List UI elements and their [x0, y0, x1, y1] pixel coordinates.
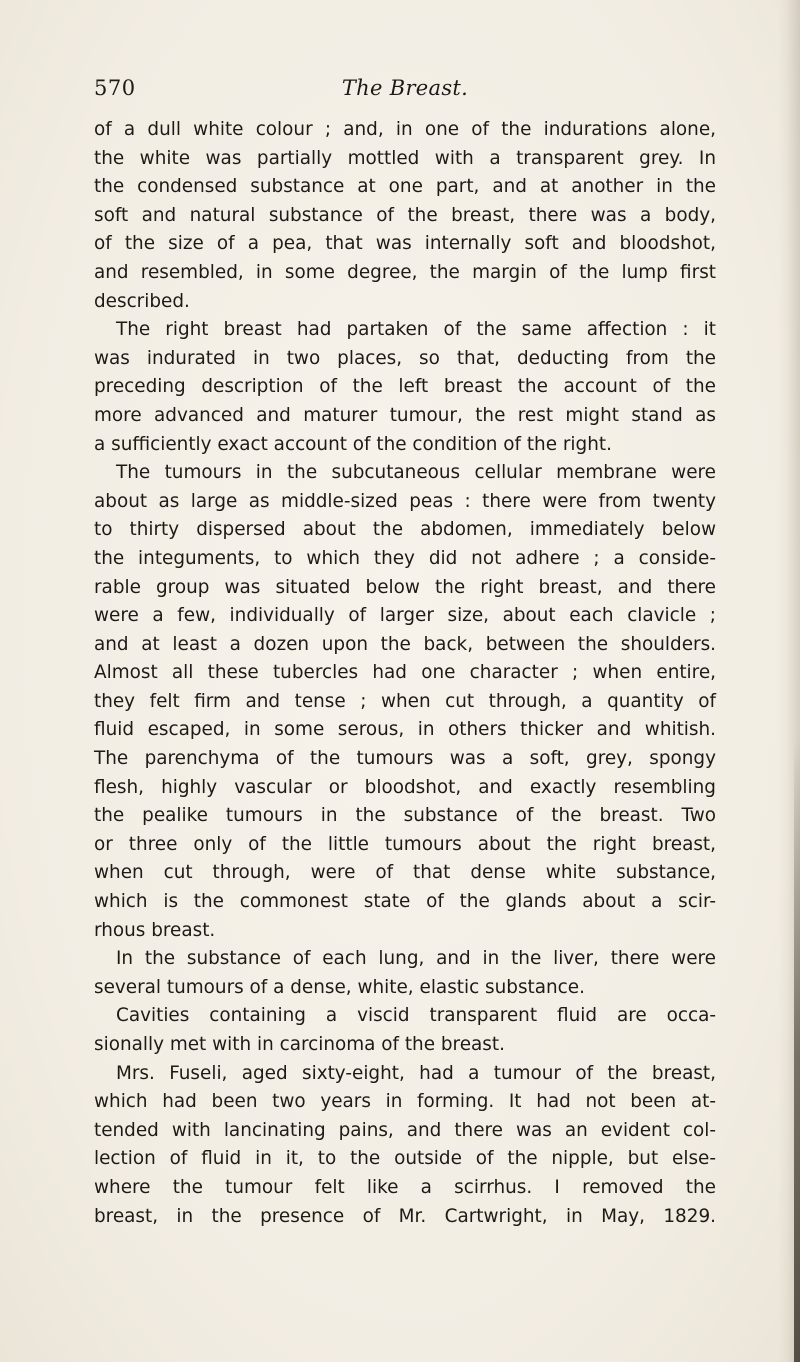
text-line: the white was partially mottled with a transparent grey. In — [94, 147, 716, 169]
text-line: a sufficiently exact account of the condition of the right. — [94, 433, 612, 455]
text-line: of the size of a pea, that was internally soft and bloodshot, — [94, 233, 716, 255]
text-line: and at least a dozen upon the back, between the shoulders. — [94, 633, 716, 655]
paragraph — [94, 1002, 716, 1059]
text-line: described. — [94, 290, 190, 312]
text-line: was indurated in two places, so that, deducting from the — [94, 347, 716, 369]
text-line: In the substance of each lung, and in the liver, there were — [116, 948, 716, 970]
page-edge-dark — [794, 740, 800, 1362]
text-line: were a few, individually of larger size, about each clavicle ; — [94, 605, 716, 627]
text-line: they felt firm and tense ; when cut through, a quantity of — [94, 690, 716, 712]
text-line: breast, in the presence of Mr. Cartwright, in May, 1829. — [94, 1205, 716, 1227]
text-line: flesh, highly vascular or bloodshot, and exactly resembling — [94, 776, 716, 798]
text-line: Cavities containing a viscid transparent fluid are occa- — [116, 1005, 716, 1027]
text-line: when cut through, were of that dense white substance, — [94, 862, 716, 884]
text-line: soft and natural substance of the breast, there was a body, — [94, 204, 716, 226]
text-line: Mrs. Fuseli, aged sixty-eight, had a tumour of the breast, — [116, 1062, 716, 1084]
text-line: tended with lancinating pains, and there was an evident col- — [94, 1119, 716, 1141]
text-line: to thirty dispersed about the abdomen, immediately below — [94, 519, 716, 541]
text-line: fluid escaped, in some serous, in others thicker and whitish. — [94, 719, 716, 741]
body-text — [94, 116, 716, 1231]
text-line: rhous breast. — [94, 919, 216, 941]
text-line: about as large as middle-sized peas : there were from twenty — [94, 490, 716, 512]
paragraph — [94, 459, 716, 945]
text-line: sionally met with in carcinoma of the breast. — [94, 1034, 505, 1055]
text-line: or three only of the little tumours about the right breast, — [94, 833, 716, 855]
text-line: and resembled, in some degree, the margin of the lump first — [94, 261, 716, 283]
text-line: lection of fluid in it, to the outside of the nipple, but else- — [94, 1148, 716, 1170]
running-title: The Breast. — [341, 76, 469, 100]
text-line: several tumours of a dense, white, elastic substance. — [94, 976, 585, 998]
paragraph — [94, 1060, 716, 1232]
text-line: The tumours in the subcutaneous cellular membrane were — [116, 462, 716, 484]
text-line: the condensed substance at one part, and at another in the — [94, 176, 716, 198]
text-line: more advanced and maturer tumour, the rest might stand as — [94, 404, 716, 426]
page-number: 570 — [94, 76, 136, 100]
text-line: the pealike tumours in the substance of the breast. Two — [94, 805, 716, 827]
text-line: which is the commonest state of the glands about a scir- — [94, 891, 716, 913]
paragraph — [94, 945, 716, 1002]
text-line: of a dull white colour ; and, in one of the indurations alone, — [94, 119, 716, 140]
text-line: the integuments, to which they did not adhere ; a conside- — [94, 547, 716, 569]
text-line: The right breast had partaken of the same affection : it — [116, 319, 716, 341]
text-line: The parenchyma of the tumours was a soft, grey, spongy — [94, 748, 716, 770]
text-line: Almost all these tubercles had one character ; when entire, — [94, 662, 716, 684]
text-line: where the tumour felt like a scirrhus. I removed the — [94, 1176, 716, 1198]
paragraph — [94, 316, 716, 459]
text-line: preceding description of the left breast the account of the — [94, 376, 716, 398]
page-header — [94, 76, 716, 108]
text-line: rable group was situated below the right breast, and there — [94, 576, 716, 598]
text-line: which had been two years in forming. It had not been at- — [94, 1091, 716, 1113]
paragraph — [94, 116, 716, 316]
